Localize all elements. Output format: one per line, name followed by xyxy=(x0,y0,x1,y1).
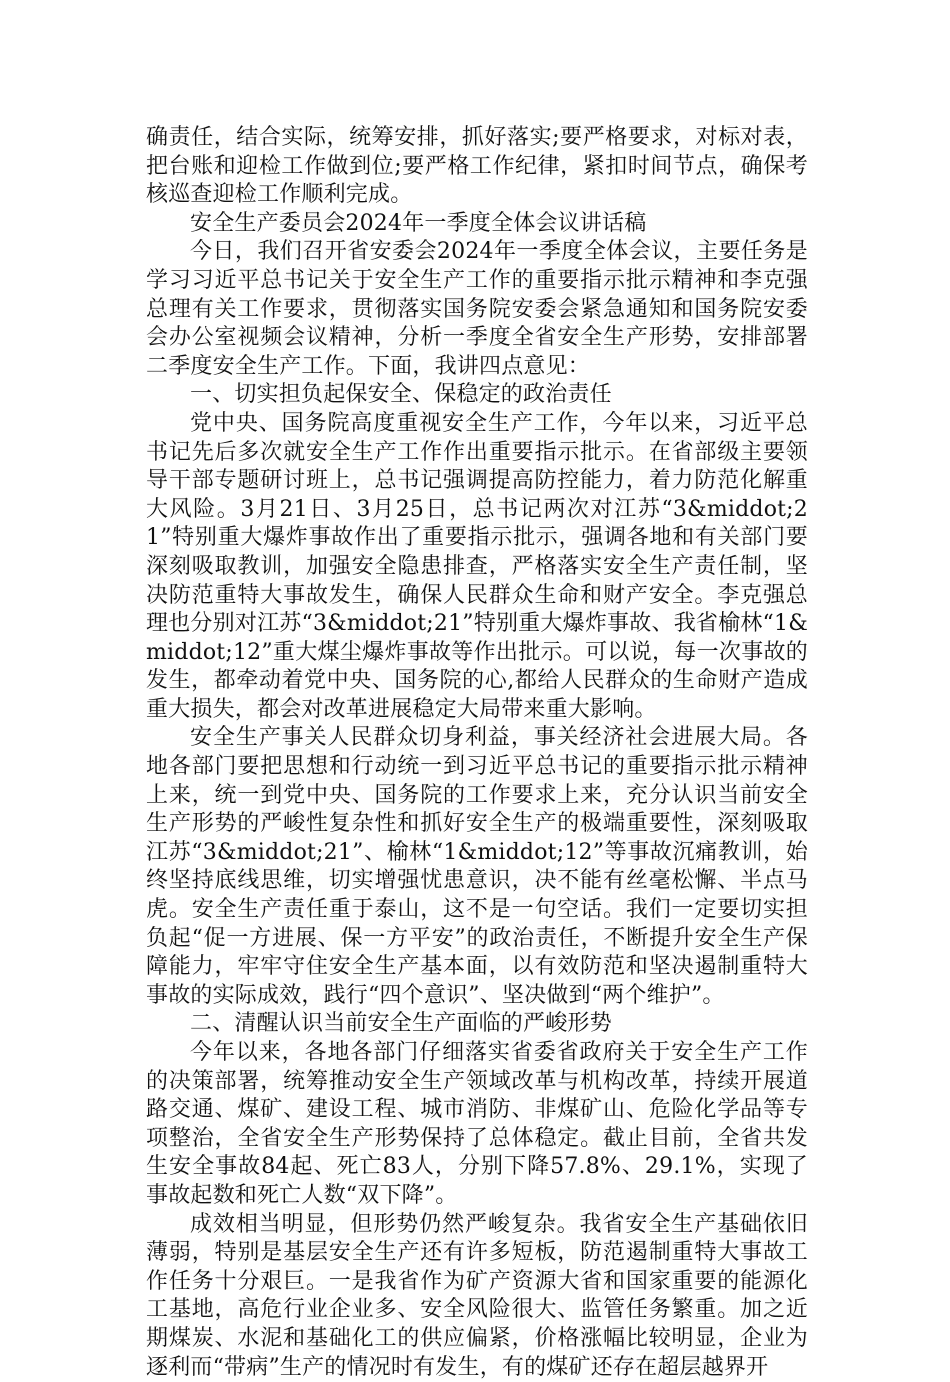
section-heading-1: 一、切实担负起保安全、保稳定的政治责任 xyxy=(190,382,612,408)
paragraph-intro: 今日，我们召开省安委会2024年一季度全体会议，主要任务是学习习近平总书记关于安全生产工作的重要指示批示精神和李克强总理有关工作要求，贯彻落实国务院安委会紧急通知和国务院安委会办公室视频会议精神，分析一季度全省安全生产形势，安排部署二季度安全生产工作。下面，我讲四点意见： xyxy=(146,239,808,379)
paragraph-section1-a: 党中央、国务院高度重视安全生产工作，今年以来，习近平总书记先后多次就安全生产工作作出重要指示批示。在省部级主要领导干部专题研讨班上，总书记强调提高防控能力，着力防范化解重大风险。3月21日、3月25日，总书记两次对江苏“3&middot;21”特别重大爆炸事故作出了重要指示批示，强调各地和有关部门要深刻吸取教训，加强安全隐患排查，严格落实安全生产责任制，坚决防范重特大事故发生，确保人民群众生命和财产安全。李克强总理也分别对江苏“3&middot;21”特别重大爆炸事故、我省榆林“1&middot;12”重大煤尘爆炸事故等作出批示。可以说，每一次事故的发生，都牵动着党中央、国务院的心,都给人民群众的生命财产造成重大损失，都会对改革进展稳定大局带来重大影响。 xyxy=(146,410,808,722)
speech-title: 安全生产委员会2024年一季度全体会议讲话稿 xyxy=(190,210,647,236)
paragraph-section2-b: 成效相当明显，但形势仍然严峻复杂。我省安全生产基础依旧薄弱，特别是基层安全生产还有许多短板，防范遏制重特大事故工作任务十分艰巨。一是我省作为矿产资源大省和国家重要的能源化工基地，高危行业企业多、安全风险很大、监管任务繁重。加之近期煤炭、水泥和基础化工的供应偏紧，价格涨幅比较明显，企业为逐利而“带病”生产的情况时有发生，有的煤矿还存在超层越界开 xyxy=(146,1211,808,1380)
paragraph-section2-a: 今年以来，各地各部门仔细落实省委省政府关于安全生产工作的决策部署，统筹推动安全生产领域改革与机构改革，持续开展道路交通、煤矿、建设工程、城市消防、非煤矿山、危险化学品等专项整治，全省安全生产形势保持了总体稳定。截止目前，全省共发生安全事故84起、死亡83人，分别下降57.8%、29.1%，实现了事故起数和死亡人数“双下降”。 xyxy=(146,1040,808,1208)
paragraph-continuation: 确责任，结合实际，统筹安排，抓好落实;要严格要求，对标对表，把台账和迎检工作做到位;要严格工作纪律，紧扣时间节点，确保考核巡查迎检工作顺利完成。 xyxy=(146,125,808,208)
paragraph-section1-b: 安全生产事关人民群众切身利益，事关经济社会进展大局。各地各部门要把思想和行动统一到习近平总书记的重要指示批示精神上来，统一到党中央、国务院的工作要求上来，充分认识当前安全生产形势的严峻性复杂性和抓好安全生产的极端重要性，深刻吸取江苏“3&middot;21”、榆林“1&middot;12”等事故沉痛教训，始终坚持底线思维，切实增强忧患意识，决不能有丝毫松懈、半点马虎。安全生产责任重于泰山，这不是一句空话。我们一定要切实担负起“促一方进展、保一方平安”的政治责任，不断提升安全生产保障能力，牢牢守住安全生产基本面，以有效防范和坚决遏制重特大事故的实际成效，践行“四个意识”、坚决做到“两个维护”。 xyxy=(146,725,808,1008)
document-page xyxy=(146,124,808,1382)
section-heading-2: 二、清醒认识当前安全生产面临的严峻形势 xyxy=(190,1011,612,1037)
